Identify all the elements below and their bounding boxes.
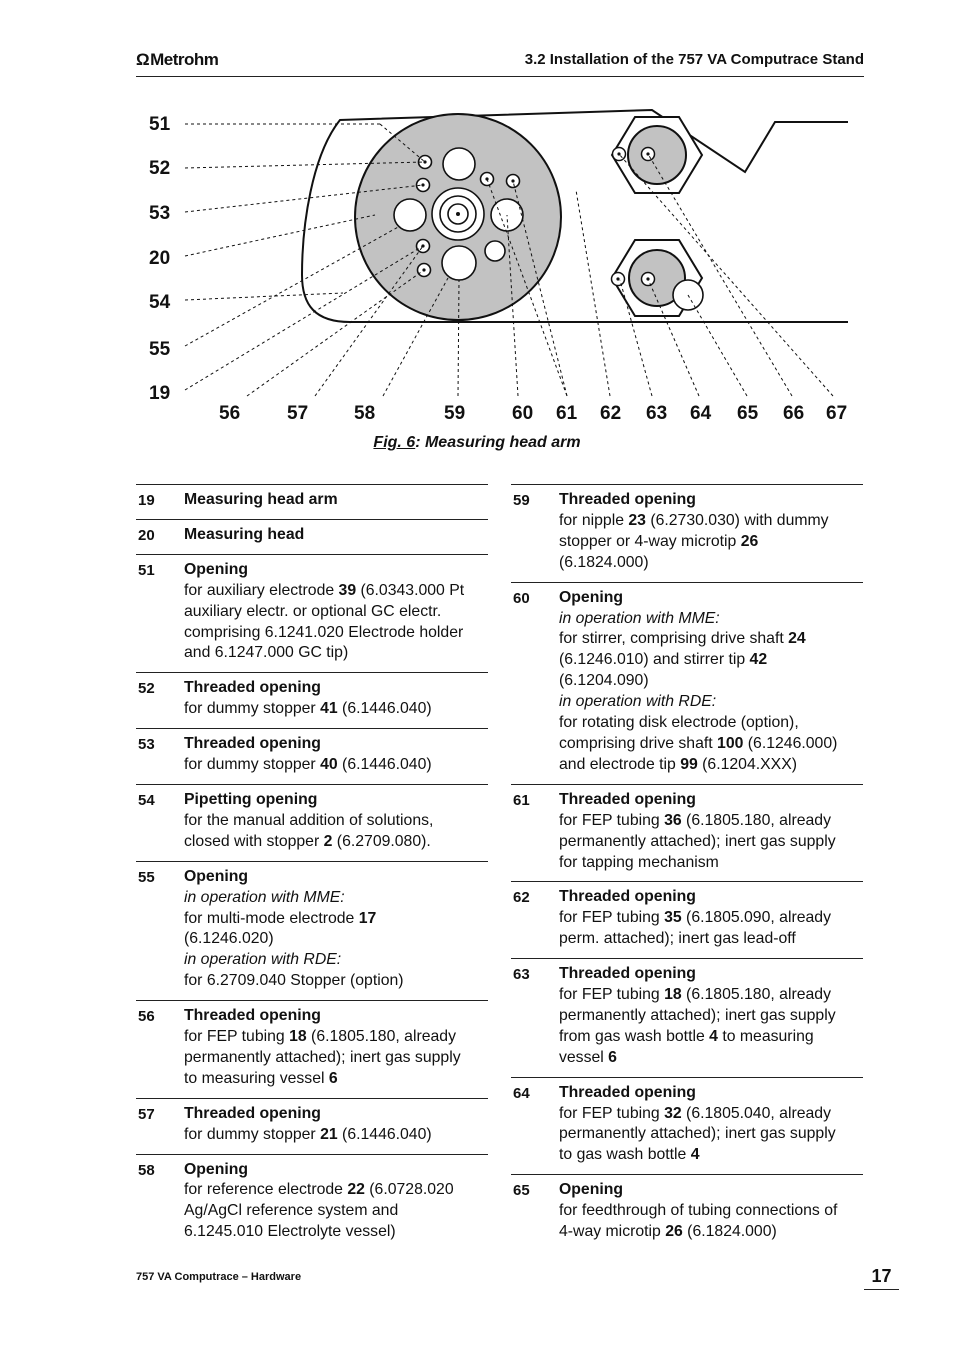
bottom-callout-labels <box>219 403 847 424</box>
entry-text-line <box>559 609 863 630</box>
bold-text: Threaded opening <box>184 1007 321 1025</box>
entry-title <box>559 1083 863 1104</box>
entry-text-line <box>184 581 488 602</box>
text: for nipple <box>559 511 629 529</box>
bold-text: Threaded opening <box>184 735 321 753</box>
bold-text: Threaded opening <box>559 965 696 983</box>
callout-label: 62 <box>600 403 622 424</box>
bold-text: 40 <box>320 756 338 774</box>
entry-description <box>184 560 488 665</box>
legend-entry <box>511 484 863 582</box>
entry-text-line <box>184 623 488 644</box>
callout-label: 66 <box>783 403 805 424</box>
entry-title <box>184 490 488 511</box>
entry-description <box>559 790 863 874</box>
bold-text: 18 <box>664 986 682 1004</box>
entry-description <box>559 588 863 776</box>
text: (6.1204.090) <box>559 672 649 690</box>
text: (6.1246.000) <box>743 734 838 752</box>
text: for multi-mode electrode <box>184 909 359 927</box>
bold-text: 39 <box>338 581 357 599</box>
entry-description <box>559 490 863 574</box>
italic-text: in operation with RDE: <box>184 951 342 969</box>
text: stopper or 4-way microtip <box>559 532 741 550</box>
entry-text-line <box>184 909 488 930</box>
text: for the manual addition of solutions, <box>184 811 434 829</box>
entry-description <box>184 1160 488 1244</box>
bold-text: Threaded opening <box>559 1083 696 1101</box>
entry-text-line <box>559 1124 863 1145</box>
bold-text: 100 <box>717 734 744 752</box>
text: perm. attached); inert gas lead-off <box>559 930 796 948</box>
entry-text-line <box>184 1222 488 1243</box>
legend-entry <box>511 784 863 882</box>
entry-text-line <box>184 1180 488 1201</box>
callout-label: 58 <box>354 403 376 424</box>
entry-description <box>184 790 488 853</box>
callout-label: 51 <box>149 114 171 135</box>
callout-label: 63 <box>646 403 668 424</box>
entry-description <box>559 1083 863 1167</box>
text: (6.1805.180, already <box>681 811 831 829</box>
legend-entry <box>136 672 488 728</box>
text: (6.1446.040) <box>337 700 432 718</box>
text: for FEP tubing <box>559 811 665 829</box>
text: vessel <box>559 1048 609 1066</box>
bold-text: 41 <box>320 700 338 718</box>
metrohm-logo <box>136 50 218 70</box>
caption-text: : Measuring head arm <box>415 434 581 451</box>
bold-text: 23 <box>628 511 646 529</box>
legend-entry <box>511 1077 863 1175</box>
text: 6.1245.010 Electrolyte vessel) <box>184 1223 396 1241</box>
entry-text-line <box>184 602 488 623</box>
bold-text: Opening <box>559 588 624 606</box>
entry-text-line <box>559 929 863 950</box>
text: (6.2709.080). <box>332 832 431 850</box>
bold-text: 24 <box>788 630 806 648</box>
text: auxiliary electr. or optional GC electr. <box>184 602 442 620</box>
entry-number: 60 <box>513 589 530 607</box>
entry-title <box>559 790 863 811</box>
entry-title <box>184 734 488 755</box>
bold-text: 26 <box>665 1223 683 1241</box>
entry-title <box>184 867 488 888</box>
text: for dummy stopper <box>184 756 321 774</box>
legend-entry <box>511 1174 863 1251</box>
text: from gas wash bottle <box>559 1027 710 1045</box>
footer-document-title: 757 VA Computrace – Hardware <box>136 1271 302 1283</box>
entry-text-line <box>184 755 488 776</box>
page-number: 17 <box>864 1263 899 1290</box>
text: (6.0343.000 Pt <box>356 581 465 599</box>
entry-text-line <box>559 1145 863 1166</box>
text: for tapping mechanism <box>559 853 719 871</box>
bold-text: 22 <box>347 1181 365 1199</box>
bold-text: Measuring head arm <box>184 491 338 508</box>
callout-label: 65 <box>737 403 759 424</box>
entry-number: 62 <box>513 889 530 907</box>
entry-description <box>559 1180 863 1243</box>
entry-number: 19 <box>138 492 155 509</box>
entry-title <box>184 1160 488 1181</box>
callout-label: 54 <box>149 292 171 313</box>
entry-text-line <box>184 1125 488 1146</box>
text: for dummy stopper <box>184 700 321 718</box>
entry-text-line <box>184 811 488 832</box>
entry-title <box>184 678 488 699</box>
entry-title <box>559 490 863 511</box>
bold-text: Threaded opening <box>559 790 696 808</box>
bold-text: Pipetting opening <box>184 790 318 808</box>
text: for FEP tubing <box>559 1104 665 1122</box>
bold-text: 21 <box>320 1125 338 1143</box>
entry-title <box>184 560 488 581</box>
text: for rotating disk electrode (option), <box>559 714 799 732</box>
legend-entry <box>511 881 863 958</box>
callout-label: 67 <box>826 403 848 424</box>
text: (6.1824.000) <box>559 553 649 571</box>
bold-text: Opening <box>184 867 249 885</box>
left-callout-labels <box>149 114 171 404</box>
entry-text-line <box>559 692 863 713</box>
entry-title <box>184 1104 488 1125</box>
entry-text-line <box>559 629 863 650</box>
entry-number: 61 <box>513 791 530 809</box>
entry-number: 56 <box>138 1008 155 1026</box>
entry-title <box>559 588 863 609</box>
entry-text-line <box>559 985 863 1006</box>
text: for reference electrode <box>184 1181 348 1199</box>
text: to measuring vessel <box>184 1069 329 1087</box>
bold-text: Opening <box>184 560 249 578</box>
entry-text-line <box>559 853 863 874</box>
bold-text: 42 <box>749 651 768 669</box>
legend-entry <box>511 582 863 784</box>
legend-entry <box>136 1154 488 1252</box>
callout-label: 19 <box>149 383 171 404</box>
bold-text: Threaded opening <box>184 679 321 697</box>
entry-text-line <box>184 832 488 853</box>
text: closed with stopper <box>184 832 324 850</box>
bold-text: Measuring head <box>184 525 305 543</box>
legend-entry <box>136 728 488 784</box>
callout-label: 57 <box>287 403 309 424</box>
callout-label: 56 <box>219 403 241 424</box>
entry-text-line <box>559 832 863 853</box>
text: comprising 6.1241.020 Electrode holder <box>184 623 464 641</box>
text: (6.1805.180, already <box>681 986 831 1004</box>
bold-text: Threaded opening <box>184 1104 321 1122</box>
entry-description <box>184 1104 488 1146</box>
callout-label: 59 <box>444 403 466 424</box>
entry-text-line <box>559 553 863 574</box>
text: for FEP tubing <box>559 909 665 927</box>
entry-number: 20 <box>138 526 155 544</box>
text: (6.1805.090, already <box>681 909 831 927</box>
text: 4-way microtip <box>559 1223 666 1241</box>
entry-text-line <box>184 1048 488 1069</box>
figure-caption <box>0 434 954 452</box>
text: to gas wash bottle <box>559 1146 691 1164</box>
text: permanently attached); inert gas supply <box>559 1125 836 1143</box>
bold-text: Opening <box>559 1181 624 1199</box>
entry-title <box>184 525 488 546</box>
entry-number: 64 <box>513 1084 530 1102</box>
entry-text-line <box>184 888 488 909</box>
entry-text-line <box>559 755 863 776</box>
entry-text-line <box>184 1027 488 1048</box>
text: comprising drive shaft <box>559 734 718 752</box>
text: for 6.2709.040 Stopper (option) <box>184 972 404 990</box>
text: for auxiliary electrode <box>184 581 339 599</box>
entry-number: 54 <box>138 791 155 809</box>
entry-text-line <box>559 1222 863 1243</box>
bold-text: 2 <box>323 832 333 850</box>
bold-text: Opening <box>184 1160 249 1178</box>
entry-description <box>184 1006 488 1090</box>
entry-text-line <box>184 971 488 992</box>
brand-name: Metrohm <box>150 50 219 69</box>
bold-text: 6 <box>608 1048 617 1066</box>
callout-label: 64 <box>690 403 712 424</box>
entry-description <box>184 734 488 776</box>
text: (6.1805.180, already <box>306 1028 456 1046</box>
entry-description <box>184 678 488 720</box>
entry-number: 57 <box>138 1105 155 1123</box>
bold-text: 32 <box>664 1104 682 1122</box>
entry-title <box>559 1180 863 1201</box>
text: (6.1246.010) and stirrer tip <box>559 651 750 669</box>
text: and electrode tip <box>559 755 681 773</box>
bold-text: 36 <box>664 811 682 829</box>
text: for FEP tubing <box>184 1028 290 1046</box>
italic-text: in operation with MME: <box>559 609 720 627</box>
legend-entry <box>136 1098 488 1154</box>
text: (6.1805.040, already <box>681 1104 831 1122</box>
entry-number: 63 <box>513 966 530 984</box>
entry-number: 51 <box>138 561 155 579</box>
callout-label: 55 <box>149 339 171 360</box>
entry-text-line <box>184 929 488 950</box>
legend-entry <box>136 1000 488 1098</box>
callout-label: 20 <box>149 248 171 269</box>
text: (6.1824.000) <box>682 1223 777 1241</box>
callout-label: 60 <box>512 403 534 424</box>
entry-description <box>184 867 488 992</box>
bold-text: 26 <box>740 532 759 550</box>
text: and 6.1247.000 GC tip) <box>184 644 349 662</box>
entry-number: 58 <box>138 1161 155 1179</box>
entry-text-line <box>559 1201 863 1222</box>
bold-text: 6 <box>328 1069 338 1087</box>
bold-text: 99 <box>680 755 698 773</box>
entry-text-line <box>559 811 863 832</box>
text: (6.2730.030) with dummy <box>645 511 829 529</box>
bold-text: 4 <box>690 1146 700 1164</box>
text: for dummy stopper <box>184 1125 321 1143</box>
legend-entry <box>136 519 488 554</box>
legend-entry <box>136 484 488 519</box>
italic-text: in operation with MME: <box>184 888 345 906</box>
italic-text: in operation with RDE: <box>559 693 717 711</box>
entry-title <box>184 1006 488 1027</box>
entry-text-line <box>559 511 863 532</box>
legend-left-column <box>136 484 488 1251</box>
text: permanently attached); inert gas supply <box>559 832 836 850</box>
callout-label: 61 <box>556 403 578 424</box>
section-title: 3.2 Installation of the 757 VA Computrace Stand <box>524 51 864 68</box>
entry-text-line <box>559 650 863 671</box>
callout-label: 53 <box>149 203 171 224</box>
legend-entry <box>136 554 488 673</box>
callout-label: 52 <box>149 158 171 179</box>
text: for feedthrough of tubing connections of <box>559 1202 838 1220</box>
bold-text: 17 <box>358 909 377 927</box>
entry-number: 65 <box>513 1182 530 1200</box>
entry-number: 53 <box>138 736 155 754</box>
entry-text-line <box>559 713 863 734</box>
entry-description <box>559 964 863 1069</box>
text: (6.1246.020) <box>184 930 274 948</box>
hex-fittings <box>612 117 704 316</box>
entry-number: 55 <box>138 868 155 886</box>
entry-title <box>184 790 488 811</box>
text: for stirrer, comprising drive shaft <box>559 630 789 648</box>
entry-text-line <box>184 950 488 971</box>
entry-text-line <box>559 1027 863 1048</box>
entry-text-line <box>184 699 488 720</box>
text: to measuring <box>717 1027 814 1045</box>
entry-text-line <box>559 532 863 553</box>
text: permanently attached); inert gas supply <box>559 1006 836 1024</box>
text: (6.1446.040) <box>337 1125 432 1143</box>
entry-text-line <box>559 671 863 692</box>
legend-entry <box>136 861 488 1000</box>
text: for FEP tubing <box>559 986 665 1004</box>
bold-text: Threaded opening <box>559 491 696 508</box>
entry-description <box>184 525 488 546</box>
text: permanently attached); inert gas supply <box>184 1048 461 1066</box>
entry-text-line <box>559 1104 863 1125</box>
entry-text-line <box>184 643 488 664</box>
text: Ag/AgCl reference system and <box>184 1202 399 1220</box>
entry-text-line <box>559 1006 863 1027</box>
omega-icon: Ω <box>136 50 150 69</box>
entry-text-line <box>559 908 863 929</box>
bold-text: Threaded opening <box>559 888 696 906</box>
entry-title <box>559 964 863 985</box>
legend-right-column <box>511 484 863 1251</box>
entry-title <box>559 887 863 908</box>
entry-text-line <box>184 1201 488 1222</box>
entry-text-line <box>559 734 863 755</box>
entry-number: 52 <box>138 680 155 698</box>
legend-entry <box>136 784 488 861</box>
bold-text: 35 <box>664 909 682 927</box>
entry-description <box>559 887 863 950</box>
entry-text-line <box>559 1048 863 1069</box>
text: (6.1446.040) <box>337 756 432 774</box>
measuring-head-arm-figure <box>140 100 860 430</box>
entry-description <box>184 490 488 511</box>
legend-entry <box>511 958 863 1077</box>
text: (6.1204.XXX) <box>697 755 798 773</box>
bold-text: 4 <box>709 1027 718 1045</box>
bold-text: 18 <box>289 1028 307 1046</box>
text: (6.0728.020 <box>364 1181 454 1199</box>
figure-reference-link[interactable]: Fig. 6 <box>373 434 416 451</box>
entry-text-line <box>184 1069 488 1090</box>
entry-number: 59 <box>513 492 530 509</box>
page-header <box>136 46 864 77</box>
